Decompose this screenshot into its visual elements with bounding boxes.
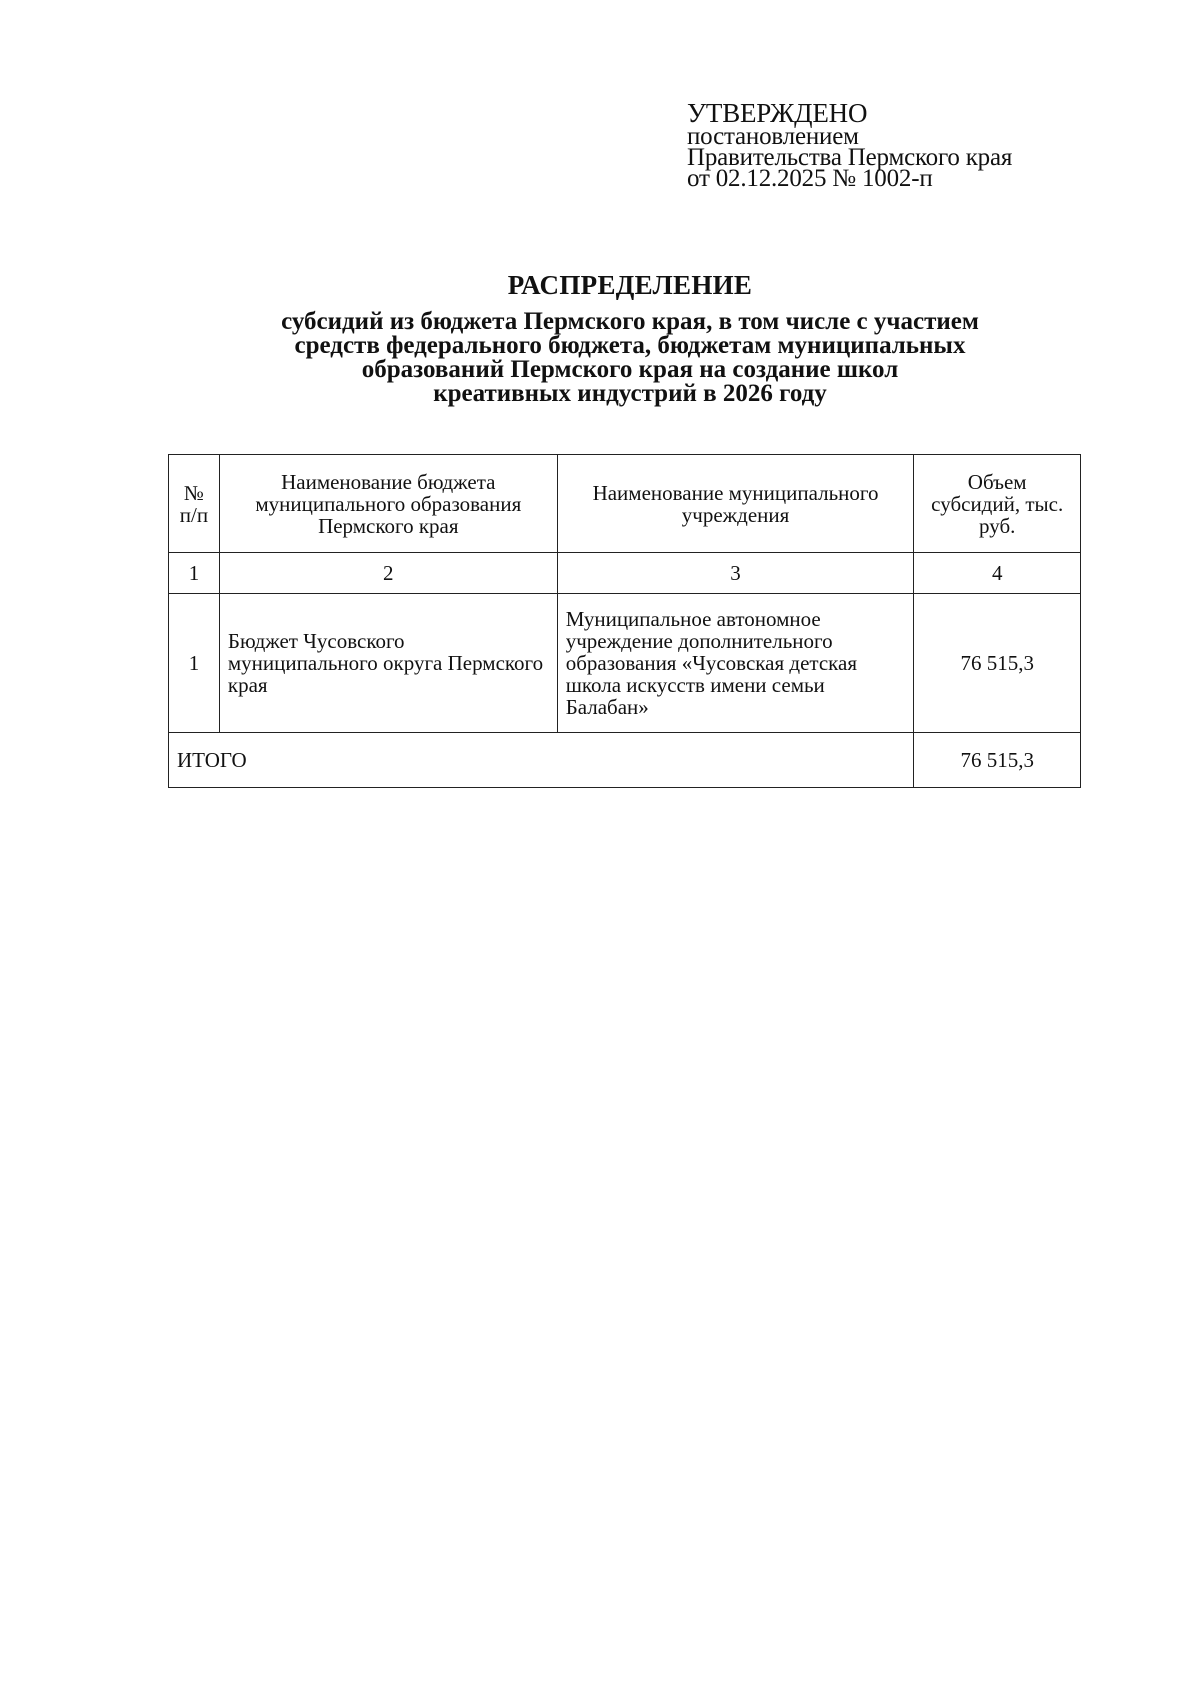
subtitle-line: средств федерального бюджета, бюджетам муниципальных	[294, 332, 966, 359]
column-number: 4	[914, 553, 1081, 594]
distribution-table	[168, 454, 1081, 788]
subtitle-line: субсидий из бюджета Пермского края, в том числе с участием	[281, 308, 979, 335]
approval-line-3: от 02.12.2025 № 1002-п	[687, 165, 933, 192]
column-number: 1	[169, 553, 220, 594]
total-row	[169, 733, 1081, 788]
column-number: 3	[557, 553, 914, 594]
header-institution-name: Наименование муниципального учреждения	[557, 455, 914, 553]
subtitle-line: креативных индустрий в 2026 году	[433, 380, 827, 407]
table-header-row	[169, 455, 1081, 553]
column-number: 2	[219, 553, 557, 594]
column-number-row	[169, 553, 1081, 594]
header-budget-name: Наименование бюджета муниципального образования Пермского края	[219, 455, 557, 553]
document-title: РАСПРЕДЕЛЕНИЕ	[507, 270, 753, 300]
row-number: 1	[169, 594, 220, 733]
row-subsidy-volume: 76 515,3	[914, 594, 1081, 733]
table-row	[169, 594, 1081, 733]
approval-line-1: постановлением	[687, 123, 859, 150]
total-label: ИТОГО	[169, 733, 914, 788]
row-institution-name: Муниципальное автономное учреждение дополнительного образования «Чусовская детская школа искусств имени семьи Балабан»	[557, 594, 914, 733]
total-volume: 76 515,3	[914, 733, 1081, 788]
approval-heading: УТВЕРЖДЕНО	[687, 98, 868, 128]
approval-stamp	[687, 98, 1013, 192]
subtitle-line: образований Пермского края на создание школ	[361, 356, 899, 383]
approval-line-2: Правительства Пермского края	[687, 144, 1013, 171]
header-number: № п/п	[169, 455, 220, 553]
header-subsidy-volume: Объем субсидий, тыс. руб.	[914, 455, 1081, 553]
row-budget-name: Бюджет Чусовского муниципального округа Пермского края	[219, 594, 557, 733]
document-subtitle	[200, 310, 1060, 406]
